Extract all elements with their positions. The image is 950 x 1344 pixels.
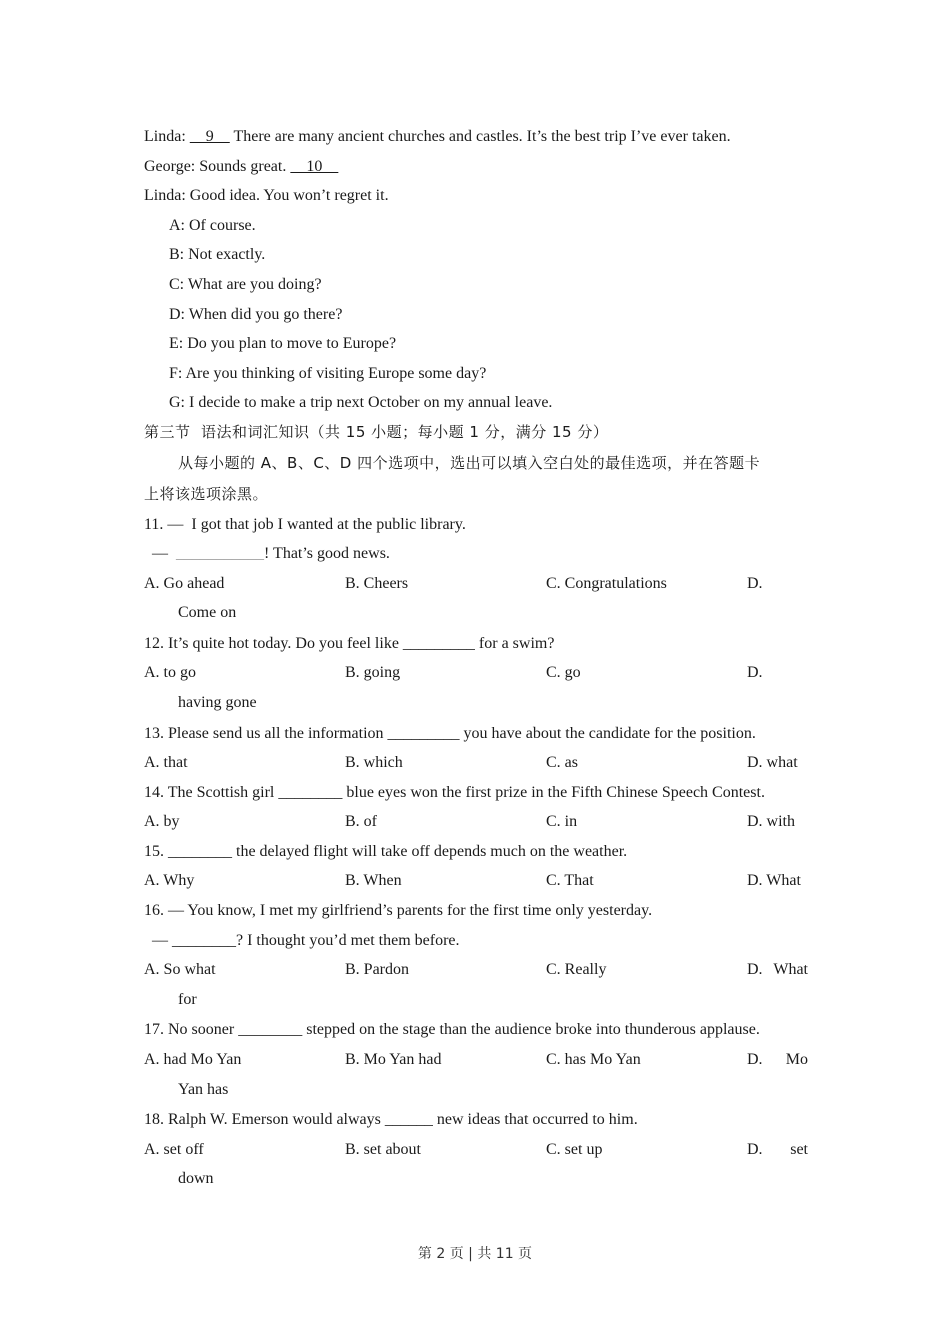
option-c: C. set up <box>546 1140 603 1158</box>
option-a: A. set off <box>144 1140 204 1158</box>
section-heading: 第三节 语法和词汇知识（共 15 小题；每小题 1 分，满分 15 分） <box>144 422 609 441</box>
dialogue-option-g: G: I decide to make a trip next October on my annual leave. <box>169 394 553 412</box>
question-15-options <box>144 866 808 896</box>
option-c: C. Really <box>546 961 607 979</box>
dialogue-option-f: F: Are you thinking of visiting Europe some day? <box>169 364 487 382</box>
question-12-stem: 12. It’s quite hot today. Do you feel like _________ for a swim? <box>144 634 555 652</box>
dialogue-option-d: D: When did you go there? <box>169 305 343 323</box>
blank-10: 10 <box>290 157 339 175</box>
option-d-wrap: down <box>178 1170 214 1188</box>
question-13-stem: 13. Please send us all the information _________ you have about the candidate for the position. <box>144 724 756 742</box>
option-d-wrap: for <box>178 990 197 1008</box>
dialogue-option-e: E: Do you plan to move to Europe? <box>169 335 397 353</box>
question-14-options <box>144 807 808 837</box>
option-d: D. Mo <box>747 1050 808 1068</box>
option-d-wrap: having gone <box>178 694 257 711</box>
dialogue-option-a: A: Of course. <box>169 216 256 234</box>
question-14-stem: 14. The Scottish girl ________ blue eyes won the first prize in the Fifth Chinese Speech Contest. <box>144 783 765 801</box>
option-b: B. of <box>345 813 377 831</box>
question-16-reply: — ________? I thought you’d met them before. <box>144 931 460 949</box>
question-11-reply: — ___________! That’s good news. <box>144 545 390 563</box>
option-b: B. Cheers <box>345 574 409 592</box>
option-a: A. by <box>144 813 180 831</box>
option-c: C. go <box>546 664 581 682</box>
option-b: B. Mo Yan had <box>345 1050 442 1068</box>
option-c: C. That <box>546 872 594 890</box>
option-a: A. Go ahead <box>144 574 225 592</box>
speaker: George: Sounds great. <box>144 157 291 175</box>
question-18-stem: 18. Ralph W. Emerson would always ______ new ideas that occurred to him. <box>144 1111 638 1129</box>
option-d: D. with <box>747 813 795 831</box>
option-b: B. which <box>345 754 403 772</box>
option-d: D. set <box>747 1140 808 1158</box>
dialogue-line-1 <box>144 122 808 152</box>
dialogue-line-2 <box>144 152 808 182</box>
option-a: A. So what <box>144 961 216 979</box>
option-d: D. What <box>747 961 808 979</box>
option-d-wrap: Yan has <box>178 1080 229 1098</box>
option-d: D. <box>747 574 763 592</box>
blank-9: 9 <box>189 128 230 145</box>
question-17-options <box>144 1045 808 1075</box>
option-c: C. in <box>546 813 578 831</box>
option-d: D. What <box>747 872 801 890</box>
option-a: A. Why <box>144 872 195 890</box>
option-c: C. Congratulations <box>546 574 667 592</box>
option-a: A. had Mo Yan <box>144 1050 242 1068</box>
question-17-stem: 17. No sooner ________ stepped on the stage than the audience broke into thunderous applause. <box>144 1021 760 1039</box>
question-11-stem: 11. — I got that job I wanted at the public library. <box>144 515 466 533</box>
document-page <box>144 122 808 1195</box>
option-d: D. what <box>747 754 798 772</box>
option-d: D. <box>747 664 763 682</box>
option-b: B. going <box>345 664 401 682</box>
option-a: A. to go <box>144 664 196 682</box>
section-instruction-cont: 上将该选项涂黑。 <box>144 484 269 503</box>
speaker: Linda: <box>144 128 190 145</box>
question-16-options <box>144 955 808 985</box>
question-13-options <box>144 748 808 778</box>
question-16-stem: 16. — You know, I met my girlfriend’s parents for the first time only yesterday. <box>144 902 653 920</box>
answer-blank: ___________ <box>176 545 264 563</box>
question-12-options <box>144 658 808 688</box>
option-b: B. Pardon <box>345 961 409 979</box>
option-d-wrap: Come on <box>178 604 237 622</box>
option-b: B. When <box>345 872 402 890</box>
option-c: C. has Mo Yan <box>546 1050 641 1068</box>
dialogue-option-c: C: What are you doing? <box>169 275 322 293</box>
page-footer: 第 2 页 | 共 11 页 <box>417 1246 533 1262</box>
option-b: B. set about <box>345 1140 421 1158</box>
dialogue-text: There are many ancient churches and castles. It’s the best trip I’ve ever taken. <box>229 128 731 145</box>
section-instruction: 从每小题的 A、B、C、D 四个选项中，选出可以填入空白处的最佳选项，并在答题卡 <box>178 453 761 472</box>
dialogue-line-3: Linda: Good idea. You won’t regret it. <box>144 187 389 205</box>
dialogue-option-b: B: Not exactly. <box>169 246 266 264</box>
question-18-options <box>144 1135 808 1165</box>
option-a: A. that <box>144 754 188 772</box>
option-c: C. as <box>546 754 578 772</box>
question-11-options <box>144 569 808 599</box>
question-15-stem: 15. ________ the delayed flight will take off depends much on the weather. <box>144 842 628 860</box>
